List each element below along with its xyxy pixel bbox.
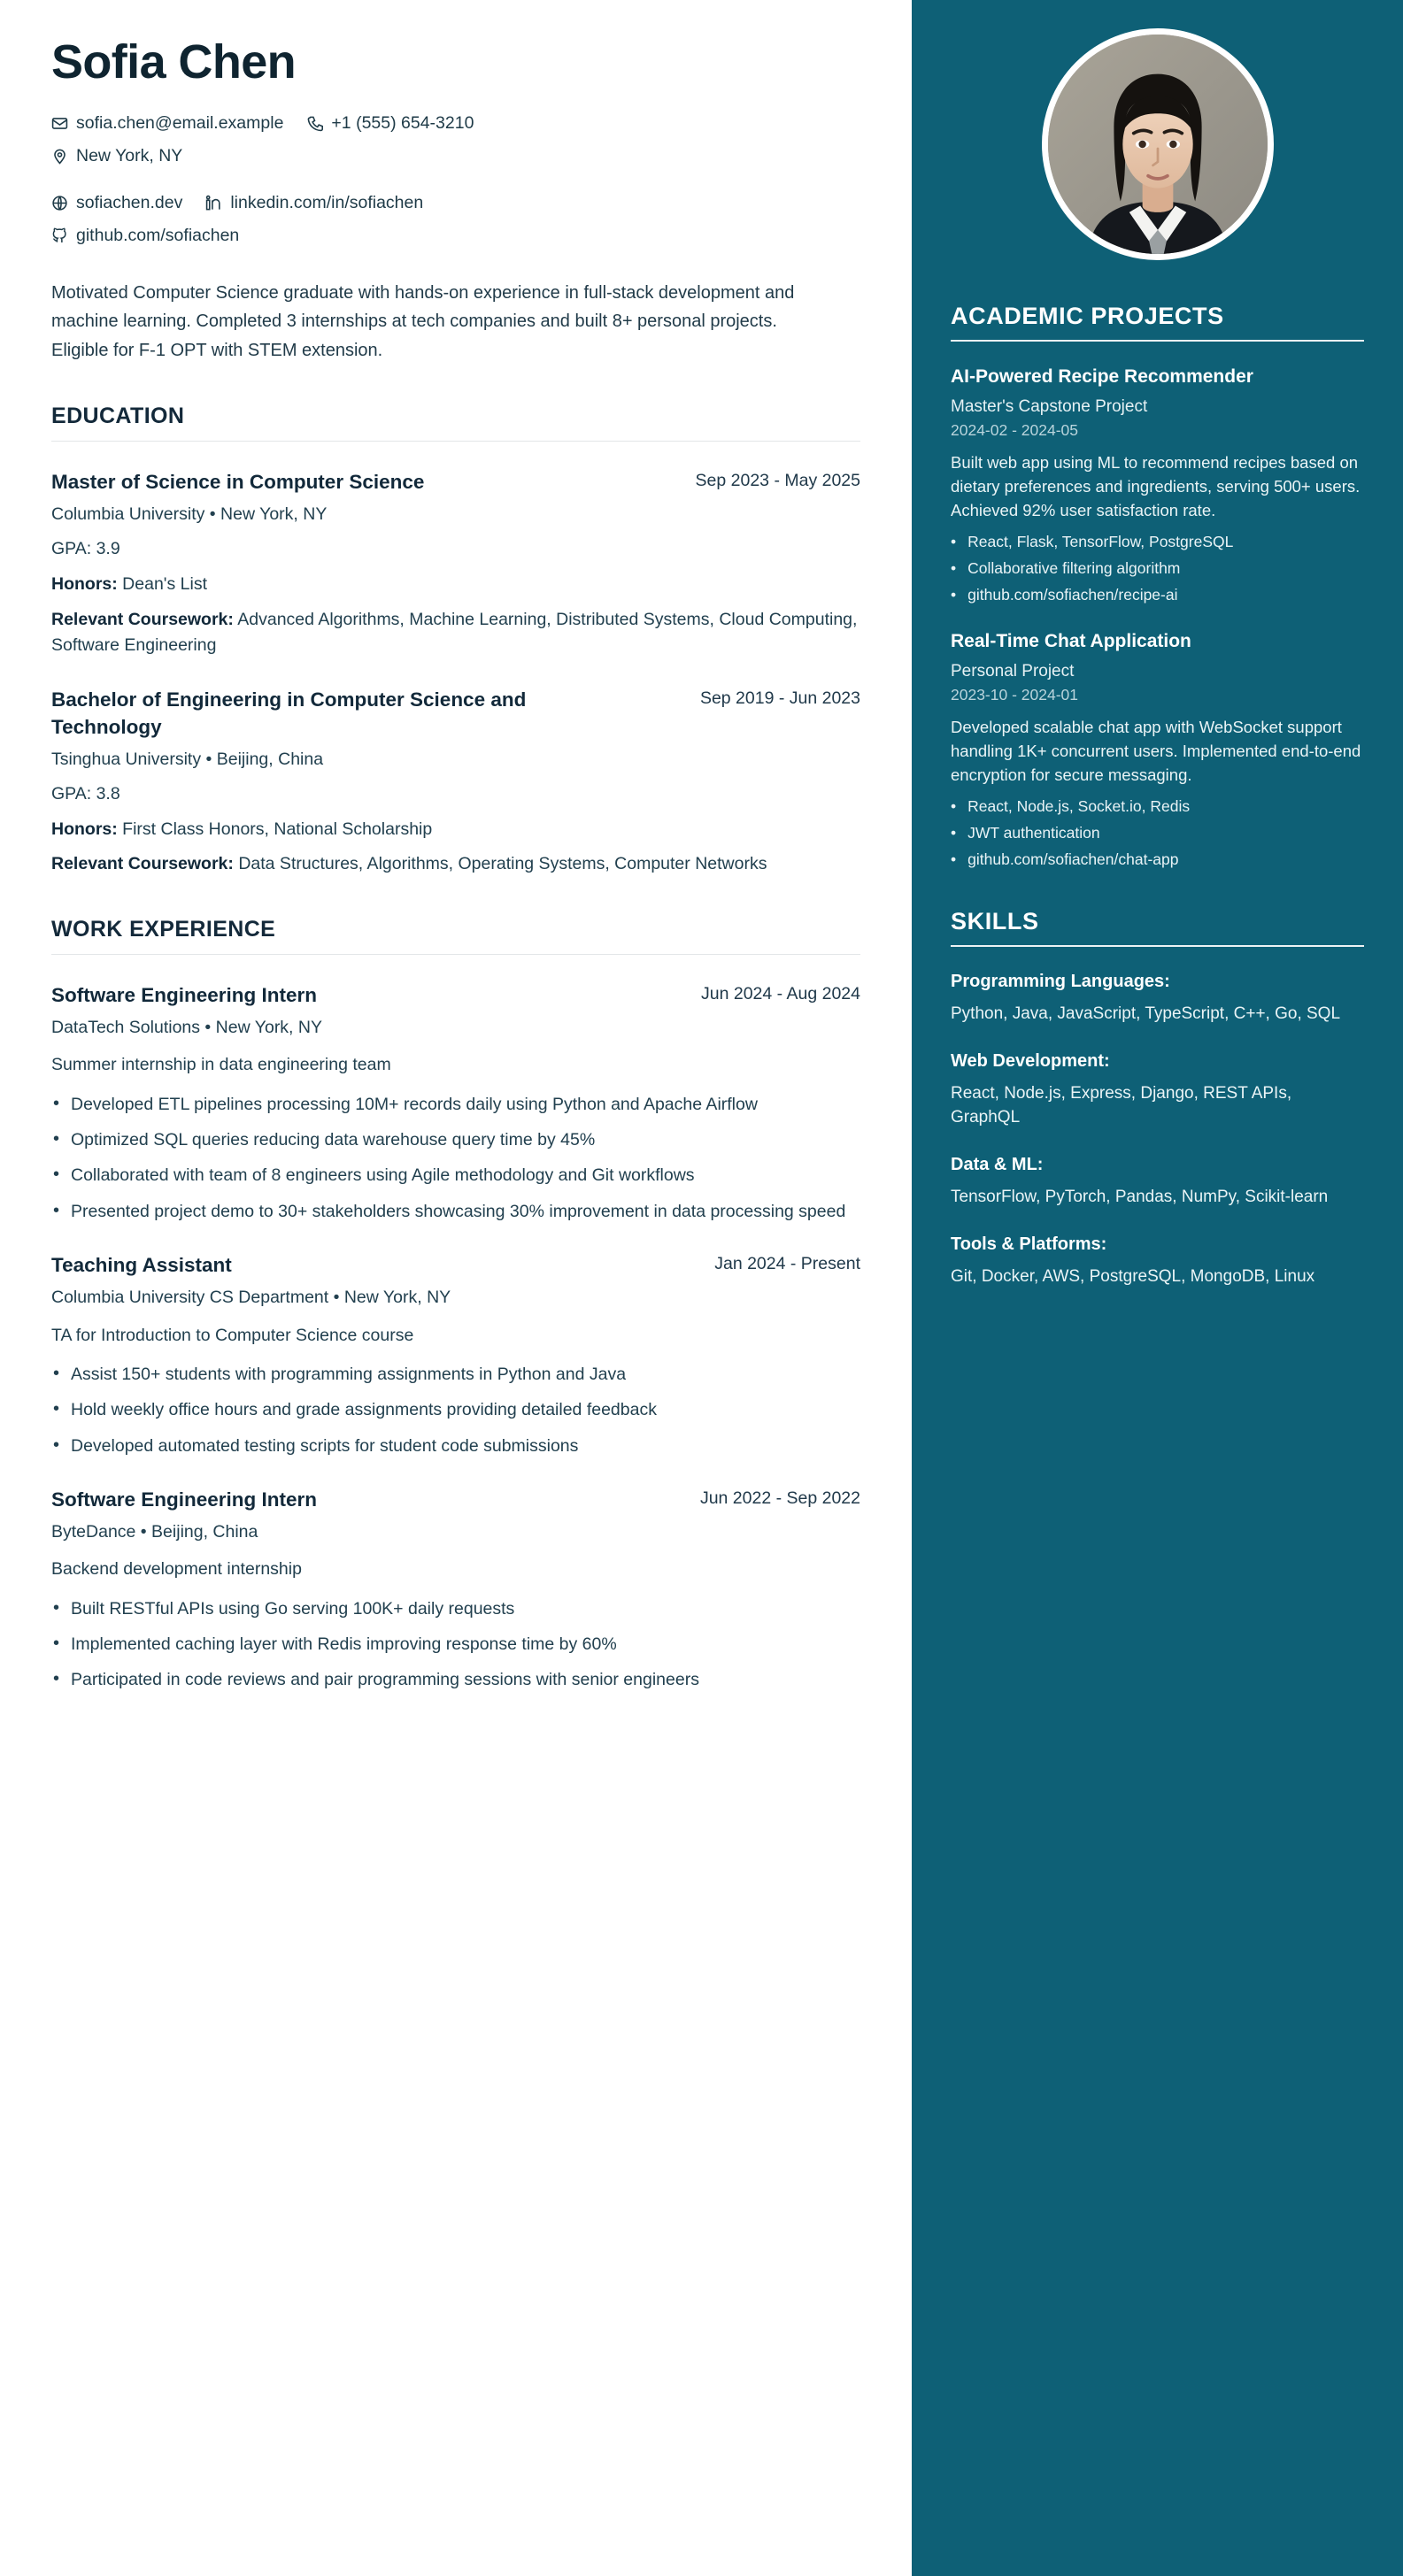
coursework-line xyxy=(51,607,860,659)
degree-dates: Sep 2019 - Jun 2023 xyxy=(699,688,860,708)
skill-group-value: Git, Docker, AWS, PostgreSQL, MongoDB, Linux xyxy=(951,1266,1315,1286)
project-dates: 2023-10 - 2024-01 xyxy=(951,686,1078,704)
globe-icon xyxy=(51,195,68,211)
portrait-photo xyxy=(1048,35,1268,254)
contact-email-text: sofia.chen@email.example xyxy=(76,112,284,133)
professional-summary: Motivated Computer Science graduate with hands-on experience in full-stack development and machine learning. Completed 3 internships at tech companies and built 8+ personal projects. Eligible for F-1 OPT with STEM extension. xyxy=(51,282,795,360)
gpa-line xyxy=(51,781,860,808)
job-description: Summer internship in data engineering team xyxy=(51,1055,391,1075)
gpa-label: GPA: xyxy=(51,784,92,804)
job-bullet: • Developed automated testing scripts for student code submissions xyxy=(51,1433,860,1459)
work-entry-header xyxy=(51,1251,860,1279)
work-entry xyxy=(51,1251,860,1459)
skill-group xyxy=(951,1050,1364,1130)
coursework-value: Data Structures, Algorithms, Operating Systems, Computer Networks xyxy=(238,854,767,874)
contact-phone-text: +1 (555) 654-3210 xyxy=(331,112,474,133)
education-entry-header xyxy=(51,468,860,496)
location-pin-icon xyxy=(51,148,68,165)
project-bullet[interactable]: • github.com/sofiachen/chat-app xyxy=(951,849,1364,871)
academic-projects-divider xyxy=(951,340,1364,342)
skill-group-label: Tools & Platforms: xyxy=(951,1234,1107,1254)
contact-row-3 xyxy=(51,187,860,219)
job-description: TA for Introduction to Computer Science course xyxy=(51,1325,414,1345)
job-dates: Jun 2022 - Sep 2022 xyxy=(699,1488,860,1508)
job-bullet: • Hold weekly office hours and grade assignments providing detailed feedback xyxy=(51,1396,860,1423)
coursework-line xyxy=(51,851,860,878)
project-bullet: • Collaborative filtering algorithm xyxy=(951,557,1364,580)
avatar xyxy=(1042,28,1274,260)
work-experience-section xyxy=(51,917,860,1694)
job-description: Backend development internship xyxy=(51,1559,302,1580)
job-bullet: • Developed ETL pipelines processing 10M+ records daily using Python and Apache Airflow xyxy=(51,1091,860,1118)
project-item xyxy=(951,365,1364,606)
skills-divider xyxy=(951,945,1364,947)
job-title: Software Engineering Intern xyxy=(51,984,318,1007)
contact-row-4 xyxy=(51,219,860,252)
honors-line xyxy=(51,817,860,843)
photo-container xyxy=(951,28,1364,260)
contact-linkedin-text: linkedin.com/in/sofiachen xyxy=(230,192,424,212)
education-divider xyxy=(51,441,860,442)
contact-linkedin[interactable] xyxy=(205,187,423,219)
honors-label: Honors: xyxy=(51,819,118,839)
github-icon xyxy=(51,227,68,244)
gpa-value: 3.8 xyxy=(96,784,120,804)
job-bullet-list xyxy=(51,1091,860,1226)
honors-value: First Class Honors, National Scholarship xyxy=(122,819,433,839)
job-dates: Jun 2024 - Aug 2024 xyxy=(701,984,860,1004)
project-role: Master's Capstone Project xyxy=(951,396,1148,416)
contact-github[interactable] xyxy=(51,219,239,252)
project-role: Personal Project xyxy=(951,661,1075,681)
job-bullet: • Participated in code reviews and pair programming sessions with senior engineers xyxy=(51,1666,860,1693)
honors-value: Dean's List xyxy=(122,573,208,594)
skill-group-value: Python, Java, JavaScript, TypeScript, C++, Go, SQL xyxy=(951,1003,1341,1023)
degree-dates: Sep 2023 - May 2025 xyxy=(695,471,860,491)
candidate-name: Sofia Chen xyxy=(51,35,297,88)
education-entry xyxy=(51,468,860,659)
coursework-label: Relevant Coursework: xyxy=(51,609,234,629)
work-entry xyxy=(51,1486,860,1694)
degree-title: Bachelor of Engineering in Computer Science and Technology xyxy=(51,688,527,738)
gpa-value: 3.9 xyxy=(96,539,120,559)
project-bullet: • React, Node.js, Socket.io, Redis xyxy=(951,796,1364,818)
project-description: Developed scalable chat app with WebSocket support handling 1K+ concurrent users. Implemented end-to-end encryption for secure messaging. xyxy=(951,717,1361,784)
education-section xyxy=(51,404,860,878)
job-bullet-list xyxy=(51,1361,860,1459)
coursework-value: Advanced Algorithms, Machine Learning, Distributed Systems, Cloud Computing, Software Engineering xyxy=(51,609,858,656)
job-bullet-list xyxy=(51,1596,860,1694)
contact-location-text: New York, NY xyxy=(76,145,183,165)
contact-row-1 xyxy=(51,107,860,140)
skill-group-label: Web Development: xyxy=(951,1050,1110,1071)
work-experience-divider xyxy=(51,954,860,955)
gpa-line xyxy=(51,536,860,563)
skill-group xyxy=(951,1233,1364,1289)
project-bullet-list xyxy=(951,796,1364,871)
school-location: Tsinghua University • Beijing, China xyxy=(51,749,324,769)
job-bullet: • Assist 150+ students with programming assignments in Python and Java xyxy=(51,1361,860,1388)
work-experience-heading: WORK EXPERIENCE xyxy=(51,917,276,942)
honors-line xyxy=(51,572,860,598)
project-description: Built web app using ML to recommend recipes based on dietary preferences and ingredients, serving 500+ users. Achieved 92% user satisfaction rate. xyxy=(951,452,1361,519)
skill-group-label: Data & ML: xyxy=(951,1155,1044,1175)
contact-location xyxy=(51,140,182,173)
school-location: Columbia University • New York, NY xyxy=(51,504,328,525)
contact-website-text: sofiachen.dev xyxy=(76,192,183,212)
contact-phone[interactable] xyxy=(306,107,474,140)
skill-group-value: React, Node.js, Express, Django, REST APIs, GraphQL xyxy=(951,1083,1292,1127)
project-item xyxy=(951,629,1364,871)
skill-group-value: TensorFlow, PyTorch, Pandas, NumPy, Scikit-learn xyxy=(951,1188,1329,1207)
project-bullet: • JWT authentication xyxy=(951,822,1364,844)
academic-projects-section xyxy=(951,303,1364,871)
job-dates: Jan 2024 - Present xyxy=(714,1254,860,1274)
job-bullet: • Built RESTful APIs using Go serving 100K+ daily requests xyxy=(51,1596,860,1622)
skill-group xyxy=(951,1153,1364,1210)
contact-github-text: github.com/sofiachen xyxy=(76,225,240,245)
company-location: DataTech Solutions • New York, NY xyxy=(51,1018,322,1038)
project-name: AI-Powered Recipe Recommender xyxy=(951,366,1253,387)
job-bullet: • Collaborated with team of 8 engineers using Agile methodology and Git workflows xyxy=(51,1162,860,1188)
linkedin-icon xyxy=(205,195,222,211)
job-bullet: • Presented project demo to 30+ stakeholders showcasing 30% improvement in data processing speed xyxy=(51,1198,860,1225)
project-dates: 2024-02 - 2024-05 xyxy=(951,421,1078,440)
project-name: Real-Time Chat Application xyxy=(951,630,1191,651)
education-entry-header xyxy=(51,686,860,741)
skill-group xyxy=(951,970,1364,1027)
job-title: Software Engineering Intern xyxy=(51,1488,318,1511)
contact-row-2 xyxy=(51,140,860,173)
company-location: ByteDance • Beijing, China xyxy=(51,1522,258,1542)
skills-heading: SKILLS xyxy=(951,907,1039,934)
education-heading: EDUCATION xyxy=(51,404,185,429)
job-title: Teaching Assistant xyxy=(51,1254,232,1277)
skills-section xyxy=(951,908,1364,1289)
sidebar-column xyxy=(912,0,1403,2576)
academic-projects-heading: ACADEMIC PROJECTS xyxy=(951,303,1224,329)
phone-icon xyxy=(306,115,323,132)
work-entry xyxy=(51,981,860,1225)
contact-website[interactable] xyxy=(51,187,182,219)
degree-title: Master of Science in Computer Science xyxy=(51,471,425,494)
project-bullet: • React, Flask, TensorFlow, PostgreSQL xyxy=(951,531,1364,553)
company-location: Columbia University CS Department • New York, NY xyxy=(51,1288,451,1308)
work-entry-header xyxy=(51,981,860,1009)
job-bullet: • Implemented caching layer with Redis improving response time by 60% xyxy=(51,1631,860,1657)
education-entry xyxy=(51,686,860,878)
envelope-icon xyxy=(51,115,68,132)
work-entry-header xyxy=(51,1486,860,1513)
project-bullet-list xyxy=(951,531,1364,606)
job-bullet: • Optimized SQL queries reducing data warehouse query time by 45% xyxy=(51,1127,860,1153)
skill-group-label: Programming Languages: xyxy=(951,971,1170,991)
contact-email[interactable] xyxy=(51,107,283,140)
coursework-label: Relevant Coursework: xyxy=(51,854,234,874)
gpa-label: GPA: xyxy=(51,539,92,559)
honors-label: Honors: xyxy=(51,573,118,594)
project-bullet[interactable]: • github.com/sofiachen/recipe-ai xyxy=(951,584,1364,606)
